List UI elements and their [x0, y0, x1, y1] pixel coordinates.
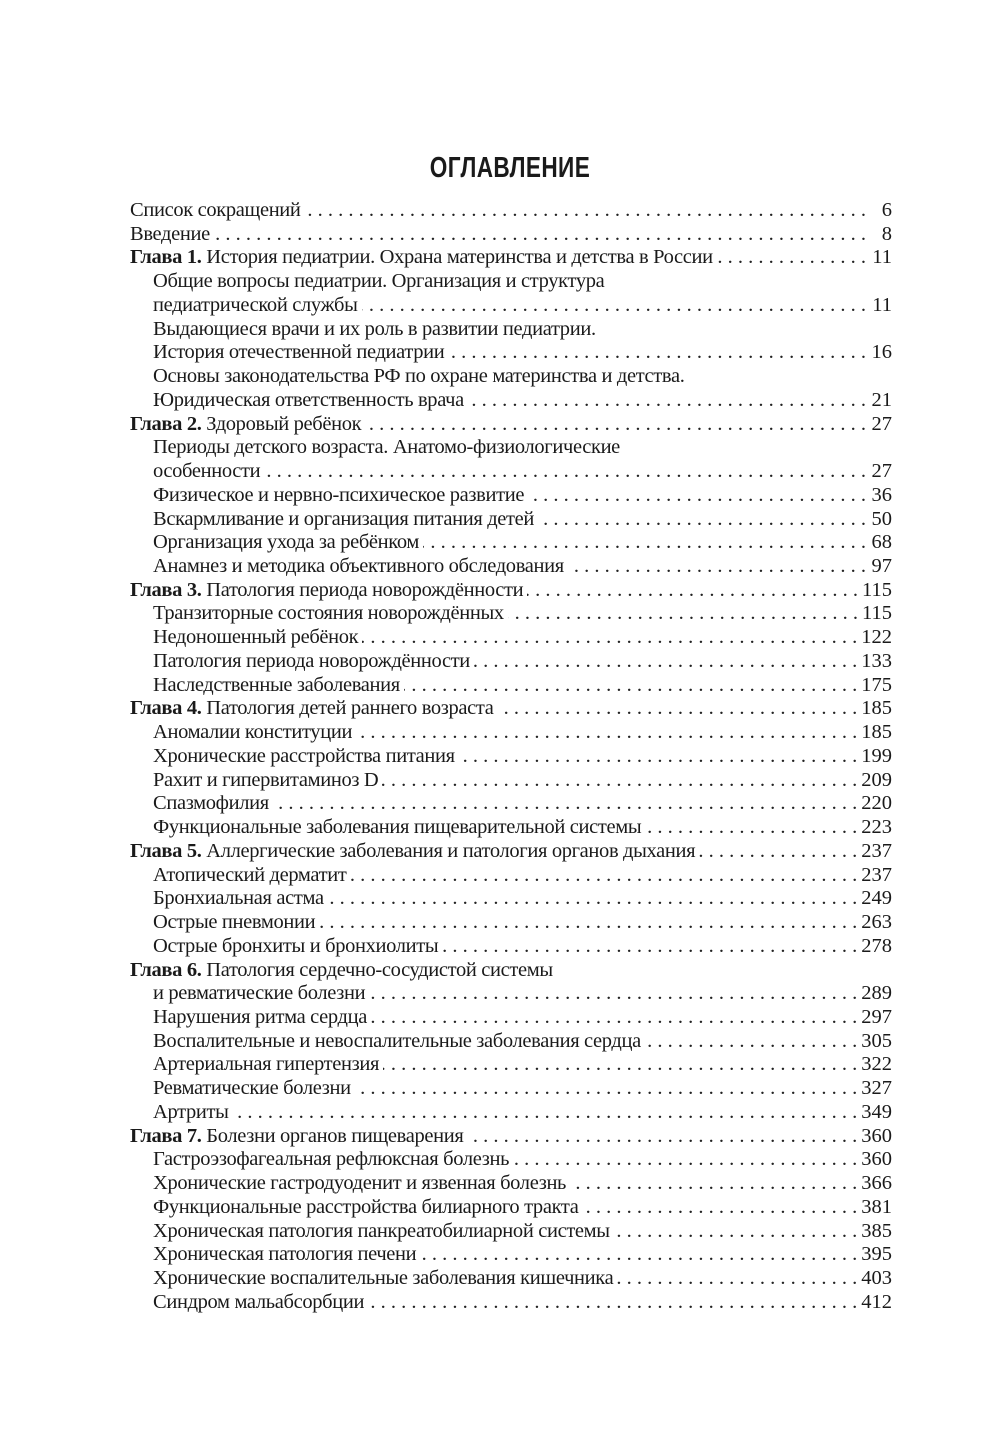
page-number: 68 — [871, 531, 892, 554]
page-number: 11 — [872, 246, 892, 269]
dot-leader — [645, 816, 857, 840]
toc-entry-text — [153, 1053, 379, 1077]
page-number: 297 — [861, 1005, 892, 1028]
page-number: 249 — [861, 887, 892, 910]
toc-entry[interactable] — [130, 1101, 892, 1125]
page-number: 50 — [871, 507, 892, 530]
toc-entry-text — [153, 935, 438, 959]
dot-leader — [305, 199, 866, 223]
toc-entry[interactable] — [130, 721, 892, 745]
page-number: 289 — [861, 982, 892, 1005]
page-title: ОГЛАВЛЕНИЕ — [429, 152, 591, 184]
toc-entry[interactable] — [130, 792, 892, 816]
entry-title: Выдающиеся врачи и их роль в развитии педиатрии. — [153, 317, 596, 340]
dot-leader — [355, 1077, 858, 1101]
entry-title: Аллергические заболевания и патология органов дыхания — [206, 839, 696, 862]
toc-entry-text — [153, 318, 596, 342]
page-number: 360 — [861, 1148, 892, 1171]
page-number: 263 — [861, 911, 892, 934]
toc-entry-text — [130, 413, 361, 437]
toc-entry-text — [130, 1125, 463, 1149]
toc-entry[interactable] — [130, 460, 892, 484]
page-number: 8 — [881, 222, 892, 245]
toc-entry[interactable] — [130, 365, 892, 389]
dot-leader — [273, 792, 857, 816]
toc-entry-text — [153, 1220, 610, 1244]
dot-leader — [368, 1291, 857, 1315]
page-number: 360 — [861, 1124, 892, 1147]
dot-leader — [614, 1220, 858, 1244]
toc-entry[interactable] — [130, 745, 892, 769]
entry-title: Основы законодательства РФ по охране материнства и детства. — [153, 365, 685, 388]
toc-entry-text — [153, 816, 641, 840]
page-number: 175 — [861, 673, 892, 696]
page-number: 27 — [871, 412, 892, 435]
page-number: 278 — [861, 934, 892, 957]
entry-title: Физическое и нервно-психическое развитие — [153, 483, 525, 506]
dot-leader — [583, 1196, 858, 1220]
toc-entry-text — [153, 1101, 229, 1125]
dot-leader — [459, 745, 857, 769]
page-number: 185 — [861, 697, 892, 720]
dot-leader — [369, 982, 857, 1006]
toc-entry[interactable] — [130, 1243, 892, 1267]
page-number: 185 — [861, 721, 892, 744]
toc-entry[interactable] — [130, 389, 892, 413]
page-number: 237 — [861, 839, 892, 862]
toc-entry[interactable] — [130, 223, 892, 247]
toc-entry-text — [153, 721, 352, 745]
toc-entry[interactable] — [130, 887, 892, 911]
entry-title: педиатрической службы — [153, 293, 358, 316]
page-number: 223 — [861, 816, 892, 839]
page-number: 381 — [861, 1195, 892, 1218]
page-number: 16 — [871, 341, 892, 364]
toc-entry[interactable] — [130, 935, 892, 959]
toc-chapter-entry[interactable] — [130, 697, 892, 721]
page-number: 122 — [861, 626, 892, 649]
toc-entry[interactable] — [130, 270, 892, 294]
entry-title: Недоношенный ребёнок — [153, 626, 359, 649]
toc-chapter-entry[interactable] — [130, 246, 892, 270]
entry-title: Юридическая ответственность врача — [153, 388, 464, 411]
page-number: 199 — [861, 744, 892, 767]
page-number: 97 — [871, 555, 892, 578]
toc-entry-text — [153, 769, 378, 793]
toc-entry[interactable] — [130, 294, 892, 318]
entry-title: Хронические воспалительные заболевания кишечника — [153, 1267, 614, 1290]
dot-leader — [474, 650, 857, 674]
toc-entry[interactable] — [130, 911, 892, 935]
page-number: 366 — [861, 1172, 892, 1195]
table-of-contents — [130, 199, 892, 1315]
toc-entry[interactable] — [130, 1172, 892, 1196]
toc-entry-text — [130, 199, 301, 223]
dot-leader — [528, 484, 866, 508]
dot-leader — [371, 1006, 857, 1030]
entry-title: особенности — [153, 460, 261, 483]
page-number: 403 — [861, 1267, 892, 1290]
entry-title: Патология периода новорождённости — [206, 578, 524, 601]
dot-leader — [233, 1101, 858, 1125]
dot-leader — [508, 602, 858, 626]
entry-title: Атопический дерматит — [153, 863, 347, 886]
dot-leader — [717, 246, 866, 270]
page-number: 237 — [861, 863, 892, 886]
toc-entry-text — [130, 246, 713, 270]
toc-entry[interactable] — [130, 531, 892, 555]
entry-title: Патология сердечно-сосудистой системы — [206, 958, 553, 981]
chapter-number: Глава 3. — [130, 578, 202, 601]
entry-title: Функциональные заболевания пищеварительной системы — [153, 816, 642, 839]
toc-entry-text — [153, 508, 534, 532]
chapter-number: Глава 7. — [130, 1124, 202, 1147]
toc-entry[interactable] — [130, 769, 892, 793]
page-number: 209 — [861, 768, 892, 791]
entry-title: Хроническая патология печени — [153, 1243, 417, 1266]
dot-leader — [365, 413, 866, 437]
chapter-number: Глава 1. — [130, 246, 202, 269]
dot-leader — [214, 223, 866, 247]
entry-title: Аномалии конституции — [153, 721, 353, 744]
entry-title: Артриты — [153, 1100, 229, 1123]
toc-entry-text — [153, 341, 444, 365]
toc-entry[interactable] — [130, 816, 892, 840]
chapter-number: Глава 5. — [130, 839, 202, 862]
dot-leader — [617, 1267, 857, 1291]
toc-entry-text — [153, 1291, 364, 1315]
toc-entry-text — [153, 1006, 367, 1030]
entry-title: Патология периода новорождённости — [153, 649, 470, 672]
entry-title: Спазмофилия — [153, 792, 269, 815]
toc-entry[interactable] — [130, 484, 892, 508]
toc-entry[interactable] — [130, 674, 892, 698]
dot-leader — [264, 460, 866, 484]
toc-entry-text — [153, 602, 504, 626]
page-number: 305 — [861, 1029, 892, 1052]
toc-entry-text — [130, 223, 210, 247]
toc-chapter-entry[interactable] — [130, 579, 892, 603]
toc-entry-text — [153, 887, 324, 911]
toc-entry[interactable] — [130, 602, 892, 626]
page-number: 27 — [871, 460, 892, 483]
dot-leader — [382, 769, 857, 793]
toc-entry[interactable] — [130, 508, 892, 532]
toc-chapter-entry[interactable] — [130, 413, 892, 437]
entry-title: Организация ухода за ребёнком — [153, 531, 419, 554]
entry-title: Вскармливание и организация питания детей — [153, 507, 534, 530]
dot-leader — [362, 294, 866, 318]
toc-chapter-entry[interactable] — [130, 840, 892, 864]
toc-chapter-entry[interactable] — [130, 1125, 892, 1149]
dot-leader — [699, 840, 857, 864]
dot-leader — [513, 1148, 857, 1172]
toc-entry-text — [153, 460, 260, 484]
page-number: 412 — [861, 1290, 892, 1313]
toc-entry-text — [153, 792, 269, 816]
dot-leader — [356, 721, 857, 745]
toc-entry[interactable] — [130, 1291, 892, 1315]
toc-entry-text — [153, 1267, 613, 1291]
entry-title: Список сокращений — [130, 199, 301, 221]
chapter-number: Глава 4. — [130, 697, 202, 720]
toc-entry-text — [153, 365, 685, 389]
entry-title: Патология детей раннего возраста — [206, 697, 494, 720]
toc-entry[interactable] — [130, 1053, 892, 1077]
dot-leader — [350, 864, 857, 888]
chapter-number: Глава 2. — [130, 412, 202, 435]
dot-leader — [570, 1172, 857, 1196]
page-number: 395 — [861, 1243, 892, 1266]
entry-title: Рахит и гипервитаминоз D — [153, 768, 379, 791]
page-number: 327 — [861, 1077, 892, 1100]
dot-leader — [568, 555, 866, 579]
dot-leader — [498, 697, 858, 721]
entry-title: и ревматические болезни — [153, 982, 366, 1005]
toc-entry-text — [153, 294, 358, 318]
dot-leader — [319, 911, 857, 935]
page-number: 6 — [881, 199, 892, 221]
page-number: 220 — [861, 792, 892, 815]
toc-entry-text — [153, 270, 604, 294]
entry-title: Хронические гастродуоденит и язвенная болезнь — [153, 1172, 567, 1195]
toc-entry[interactable] — [130, 650, 892, 674]
entry-title: Болезни органов пищеварения — [206, 1124, 464, 1147]
entry-title: Синдром мальабсорбции — [153, 1290, 365, 1313]
toc-entry[interactable] — [130, 1267, 892, 1291]
page-number: 133 — [861, 649, 892, 672]
dot-leader — [423, 531, 866, 555]
toc-entry[interactable] — [130, 1148, 892, 1172]
entry-title: Наследственные заболевания — [153, 673, 400, 696]
entry-title: История педиатрии. Охрана материнства и детства в России — [206, 246, 713, 269]
dot-leader — [448, 341, 866, 365]
entry-title: Транзиторные состояния новорождённых — [153, 602, 504, 625]
toc-entry-text — [153, 982, 365, 1006]
toc-entry-text — [153, 674, 400, 698]
toc-chapter-entry[interactable] — [130, 959, 892, 983]
toc-entry-text — [153, 1172, 566, 1196]
dot-leader — [538, 508, 866, 532]
toc-entry-text — [153, 1196, 579, 1220]
toc-entry-text — [153, 1077, 351, 1101]
entry-title: Нарушения ритма сердца — [153, 1005, 367, 1028]
page-number: 385 — [861, 1219, 892, 1242]
dot-leader — [362, 626, 857, 650]
toc-entry-text — [153, 650, 470, 674]
toc-entry-text — [153, 1243, 416, 1267]
dot-leader — [645, 1030, 857, 1054]
entry-title: Артериальная гипертензия — [153, 1053, 380, 1076]
page-number: 322 — [861, 1053, 892, 1076]
page-number: 115 — [862, 578, 892, 601]
chapter-number: Глава 6. — [130, 958, 202, 981]
toc-entry-text — [153, 1030, 641, 1054]
toc-entry[interactable] — [130, 626, 892, 650]
toc-entry-text — [153, 484, 524, 508]
toc-entry[interactable] — [130, 982, 892, 1006]
toc-entry-text — [130, 697, 494, 721]
entry-title: Периоды детского возраста. Анатомо-физиологические — [153, 436, 620, 459]
entry-title: Хроническая патология панкреатобилиарной системы — [153, 1219, 610, 1242]
entry-title: Функциональные расстройства билиарного тракта — [153, 1195, 579, 1218]
toc-entry[interactable] — [130, 1220, 892, 1244]
page-number: 349 — [861, 1100, 892, 1123]
toc-entry[interactable] — [130, 199, 892, 223]
entry-title: Общие вопросы педиатрии. Организация и структура — [153, 270, 605, 293]
toc-entry[interactable] — [130, 1077, 892, 1101]
dot-leader — [442, 935, 857, 959]
entry-title: Острые пневмонии — [153, 911, 316, 934]
dot-leader — [404, 674, 857, 698]
entry-title: Гастроэзофагеальная рефлюксная болезнь — [153, 1148, 510, 1171]
dot-leader — [383, 1053, 857, 1077]
toc-entry-text — [153, 555, 564, 579]
dot-leader — [468, 389, 866, 413]
dot-leader — [328, 887, 858, 911]
toc-entry-text — [130, 959, 553, 983]
page-number: 11 — [872, 293, 892, 316]
page-number: 21 — [871, 388, 892, 411]
toc-entry-text — [130, 579, 523, 603]
dot-leader — [527, 579, 858, 603]
toc-entry[interactable] — [130, 436, 892, 460]
toc-entry-text — [153, 864, 346, 888]
toc-entry-text — [153, 626, 358, 650]
toc-entry[interactable] — [130, 1196, 892, 1220]
toc-entry-text — [153, 1148, 509, 1172]
entry-title: История отечественной педиатрии — [153, 341, 445, 364]
toc-entry[interactable] — [130, 318, 892, 342]
entry-title: Анамнез и методика объективного обследования — [153, 555, 564, 578]
toc-entry[interactable] — [130, 1030, 892, 1054]
entry-title: Острые бронхиты и бронхиолиты — [153, 934, 439, 957]
toc-entry[interactable] — [130, 341, 892, 365]
entry-title: Ревматические болезни — [153, 1077, 351, 1100]
entry-title: Бронхиальная астма — [153, 887, 324, 910]
toc-entry-text — [153, 911, 315, 935]
toc-entry-text — [153, 389, 464, 413]
toc-entry-text — [130, 840, 695, 864]
entry-title: Воспалительные и невоспалительные заболевания сердца — [153, 1029, 641, 1052]
page-number: 115 — [862, 602, 892, 625]
toc-entry-text — [153, 745, 455, 769]
entry-title: Введение — [130, 222, 210, 245]
toc-entry[interactable] — [130, 555, 892, 579]
entry-title: Хронические расстройства питания — [153, 744, 455, 767]
dot-leader — [420, 1243, 857, 1267]
toc-entry-text — [153, 436, 620, 460]
page-number: 36 — [871, 483, 892, 506]
toc-entry[interactable] — [130, 864, 892, 888]
dot-leader — [467, 1125, 857, 1149]
entry-title: Здоровый ребёнок — [206, 412, 362, 435]
toc-entry[interactable] — [130, 1006, 892, 1030]
toc-entry-text — [153, 531, 419, 555]
